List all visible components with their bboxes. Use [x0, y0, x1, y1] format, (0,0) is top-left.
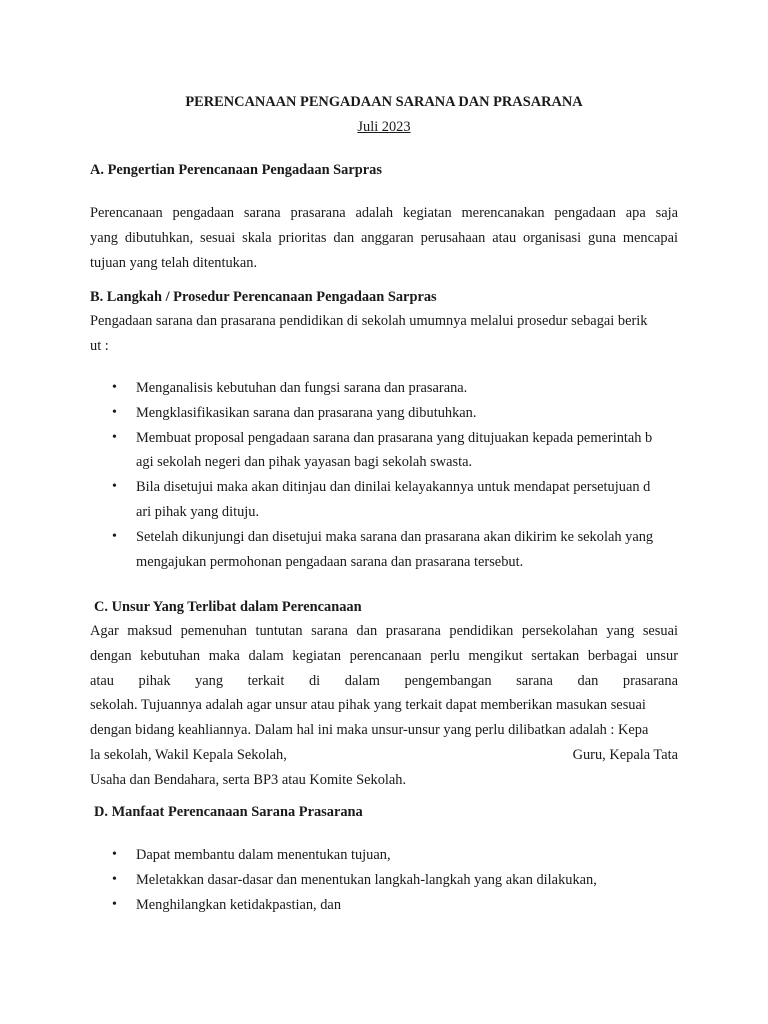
bullet-icon: • [112, 847, 117, 862]
paragraph-line: yang dibutuhkan, sesuai skala prioritas dan anggaran perusahaan atau organisasi guna mencapai [90, 229, 678, 246]
paragraph-line: tujuan yang telah ditentukan. [90, 254, 258, 271]
paragraph-line: Agar maksud pemenuhan tuntutan sarana dan prasarana pendidikan persekolahan yang sesuai [90, 623, 678, 639]
paragraph-line [90, 743, 678, 768]
section-c-heading: C. Unsur Yang Terlibat dalam Perencanaan [94, 599, 362, 615]
section-b-list [90, 376, 678, 574]
paragraph-line: sekolah. Tujuannya adalah agar unsur atau pihak yang terkait dapat memberikan masukan sesuai [90, 697, 646, 714]
section-b-heading: B. Langkah / Prosedur Perencanaan Pengadaan Sarpras [90, 289, 437, 305]
section-a-heading: A. Pengertian Perencanaan Pengadaan Sarpras [90, 162, 382, 178]
list-item-text: ari pihak yang dituju. [136, 503, 260, 520]
bullet-icon: • [112, 871, 117, 887]
section-c-paragraph [90, 619, 678, 793]
list-item [90, 376, 678, 401]
list-item-text: Menganalisis kebutuhan dan fungsi sarana dan prasarana. [136, 380, 468, 396]
section-a-paragraph [90, 201, 678, 275]
list-item [90, 401, 678, 426]
list-item [90, 426, 678, 476]
list-item-text: mengajukan permohonan pengadaan sarana dan prasarana tersebut. [136, 553, 524, 570]
list-item [90, 843, 678, 868]
paragraph-line: Perencanaan pengadaan sarana prasarana adalah kegiatan merencanakan pengadaan apa saja [90, 205, 678, 221]
bullet-icon: • [112, 528, 117, 544]
list-item-text: Dapat membantu dalam menentukan tujuan, [136, 847, 391, 863]
list-item [90, 868, 678, 893]
list-item-text: Menghilangkan ketidakpastian, dan [136, 896, 342, 913]
paragraph-line: Pengadaan sarana dan prasarana pendidikan di sekolah umumnya melalui prosedur sebagai berik [90, 313, 648, 329]
document-date: Juli 2023 [357, 119, 411, 135]
list-item-text: Mengklasifikasikan sarana dan prasarana yang dibutuhkan. [136, 404, 477, 421]
paragraph-line: atau pihak yang terkait di dalam pengembangan sarana dan prasarana [90, 672, 678, 689]
line-left-text: la sekolah, Wakil Kepala Sekolah, [90, 746, 287, 763]
bullet-icon: • [112, 404, 117, 420]
paragraph-line: dengan kebutuhan maka dalam kegiatan perencanaan perlu mengikut sertakan berbagai unsur [90, 647, 678, 664]
list-item-text: Bila disetujui maka akan ditinjau dan dinilai kelayakannya untuk mendapat persetujuan d [136, 479, 651, 496]
bullet-icon: • [112, 380, 117, 395]
list-item [90, 525, 678, 575]
section-d-list [90, 843, 678, 917]
document-title: PERENCANAAN PENGADAAN SARANA DAN PRASARANA [185, 94, 583, 110]
list-item-text: agi sekolah negeri dan pihak yayasan bagi sekolah swasta. [136, 454, 473, 471]
paragraph-line: ut : [90, 337, 109, 354]
list-item-text: Setelah dikunjungi dan disetujui maka sarana dan prasarana akan dikirim ke sekolah yang [136, 528, 654, 545]
paragraph-line: Usaha dan Bendahara, serta BP3 atau Komite Sekolah. [90, 771, 407, 788]
list-item-text: Meletakkan dasar-dasar dan menentukan langkah-langkah yang akan dilakukan, [136, 871, 597, 888]
list-item [90, 475, 678, 525]
section-b-intro [90, 309, 678, 359]
bullet-icon: • [112, 479, 117, 495]
bullet-icon: • [112, 896, 117, 912]
paragraph-line: dengan bidang keahliannya. Dalam hal ini maka unsur-unsur yang perlu dilibatkan adalah : Kepa [90, 722, 649, 739]
list-item-text: Membuat proposal pengadaan sarana dan prasarana yang ditujuakan kepada pemerintah b [136, 429, 653, 446]
line-right-text: Guru, Kepala Tata [572, 746, 678, 763]
section-d-heading: D. Manfaat Perencanaan Sarana Prasarana [94, 804, 363, 820]
list-item [90, 893, 678, 918]
bullet-icon: • [112, 429, 117, 445]
